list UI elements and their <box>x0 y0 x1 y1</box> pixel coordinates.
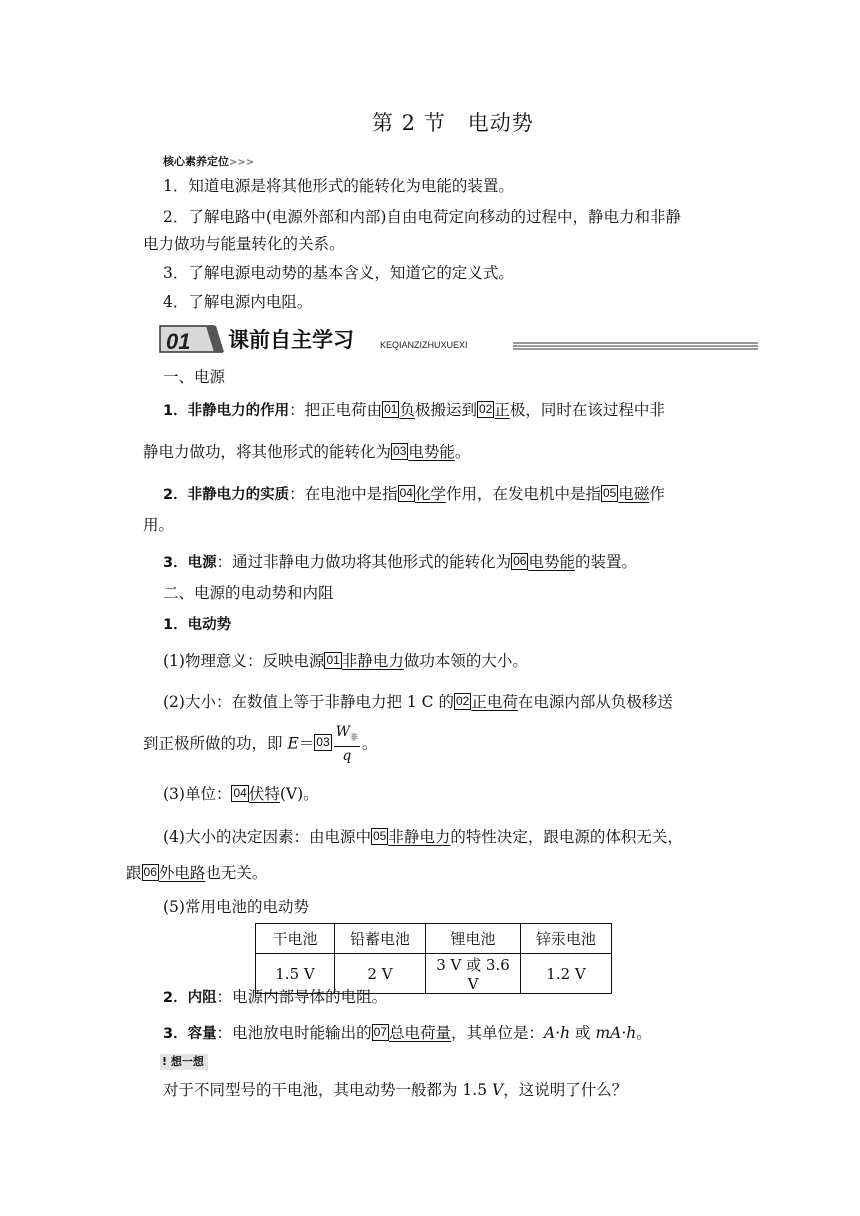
blank-number: 04 <box>399 486 413 500</box>
table-cell: 1.2 V <box>521 954 612 994</box>
s1-item2-line2: 用。 <box>143 516 175 534</box>
goal-item: 电力做功与能量转化的关系。 <box>143 235 345 253</box>
blank-number: 04 <box>233 786 247 800</box>
blank-number: 05 <box>603 486 617 500</box>
table-cell: 3 V 或 3.6 V <box>426 954 521 994</box>
blank-number: 02 <box>455 694 470 708</box>
answer: 正 <box>494 401 510 419</box>
page-title: 第 2 节 电动势 <box>372 111 534 135</box>
table-header: 锌汞电池 <box>521 924 612 954</box>
table-cell: 1.5 V <box>256 954 335 994</box>
s2-sub2-line1: (2)大小：在数值上等于非静电力把 1 C 的 02 正电荷在电源内部从负极移送 <box>163 693 673 711</box>
banner-heading: 课前自主学习 <box>228 328 354 352</box>
s2-sub4-line1: (4)大小的决定因素：由电源中 05 非静电力的特性决定，跟电源的体积无关， <box>163 828 683 846</box>
goal-item: 4．了解电源内电阻。 <box>163 293 313 311</box>
s2-sub1: (1)物理意义：反映电源 01 非静电力做功本领的大小。 <box>163 652 528 670</box>
exclamation-icon: ! <box>162 1055 168 1068</box>
answer: 非静电力 <box>388 828 451 846</box>
answer: 伏特 <box>248 785 280 803</box>
answer: 化学 <box>414 485 446 503</box>
blank-number: 06 <box>513 554 527 568</box>
answer: 总电荷量 <box>388 1024 451 1042</box>
think-label: 想一想 <box>170 1055 204 1068</box>
banner-pinyin: KEQIANZIZHUXUEXI <box>380 340 468 350</box>
answer: 电磁 <box>618 485 650 503</box>
table-header: 锂电池 <box>426 924 521 954</box>
tag-label: 核心素养定位 <box>163 155 229 168</box>
goal-item: 2．了解电路中(电源外部和内部)自由电荷定向移动的过程中，静电力和非静 <box>163 208 681 226</box>
answer: 非静电力 <box>341 652 404 670</box>
table-row <box>256 924 612 954</box>
s2-item3: 3．容量：电池放电时能输出的 07 总电荷量，其单位是：A·h 或 mA·h。 <box>163 1024 652 1042</box>
table-cell: 2 V <box>335 954 426 994</box>
core-literacy-tag <box>163 153 254 169</box>
think-question: 对于不同型号的干电池，其电动势一般都为 1.5 V，这说明了什么？ <box>163 1081 628 1099</box>
blank-number: 03 <box>393 444 407 458</box>
blank-number: 01 <box>384 402 398 416</box>
section1-heading: 一、电源 <box>163 368 226 386</box>
s2-sub3: (3)单位： 04 伏特(V)。 <box>163 785 319 803</box>
blank-number: 03 <box>316 735 330 750</box>
answer: 电势能 <box>408 443 455 461</box>
answer: 正电荷 <box>471 693 518 711</box>
goal-item: 1．知道电源是将其他形式的能转化为电能的装置。 <box>163 177 514 195</box>
section-banner <box>158 322 758 356</box>
s1-item1-line2: 静电力做功，将其他形式的能转化为 03 电势能。 <box>143 443 471 461</box>
battery-emf-table <box>255 923 612 994</box>
blank-number: 07 <box>373 1025 387 1039</box>
emf-label: 1．电动势 <box>163 617 232 633</box>
think-badge <box>160 1054 208 1070</box>
s2-sub4-line2: 跟 06 外电路也无关。 <box>126 864 268 882</box>
banner-graphic <box>158 322 758 356</box>
blank-number: 05 <box>372 829 387 843</box>
s2-item2: 2．内阻：电源内部导体的电阻。 <box>163 988 388 1006</box>
banner-number: 01 <box>166 329 191 354</box>
s1-item3: 3．电源：通过非静电力做功将其他形式的能转化为 06 电势能的装置。 <box>163 553 637 571</box>
s2-sub5: (5)常用电池的电动势 <box>163 898 309 916</box>
blank-number: 02 <box>479 402 493 416</box>
emf-fraction: $\frac{W_非}{q}$ <box>335 724 359 764</box>
answer: 电势能 <box>528 553 575 571</box>
s1-item1-line1: 1．非静电力的作用：把正电荷由 01 负极搬运到 02 正极，同时在该过程中非 <box>163 401 665 419</box>
answer: 外电路 <box>158 864 206 882</box>
tag-arrows-icon: >>> <box>229 157 255 168</box>
section2-heading: 二、电源的电动势和内阻 <box>163 584 334 602</box>
blank-number: 01 <box>326 653 340 667</box>
s1-item2-line1: 2．非静电力的实质：在电池中是指 04 化学作用，在发电机中是指 05 电磁作 <box>163 485 665 503</box>
goal-item: 3．了解电源电动势的基本含义，知道它的定义式。 <box>163 264 514 282</box>
table-header: 铅蓄电池 <box>335 924 426 954</box>
table-header: 干电池 <box>256 924 335 954</box>
answer: 负 <box>399 401 415 419</box>
blank-number: 06 <box>143 865 157 879</box>
s2-sub2-line2: 到正极所做的功，即 E＝ 03 $\frac{W_非}{q}$ 。 <box>143 724 378 764</box>
